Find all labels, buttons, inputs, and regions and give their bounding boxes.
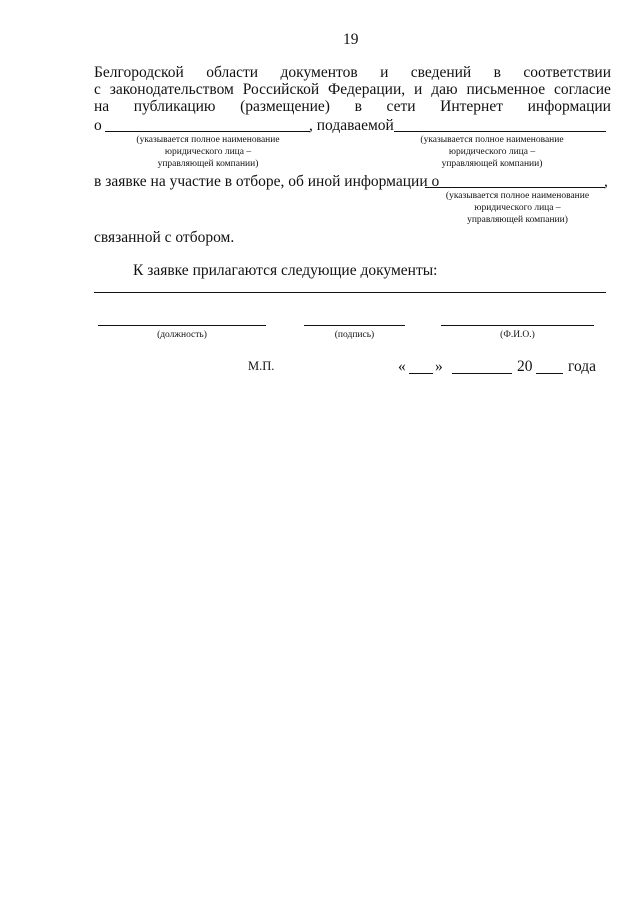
date-century: 20: [517, 358, 533, 375]
position-blank: [98, 325, 266, 326]
hint-bottom-line-3: управляющей компании): [467, 215, 568, 225]
attachments-blank: [94, 292, 606, 293]
word: и: [414, 81, 423, 98]
word: (размещение): [240, 98, 330, 115]
paragraph-line-1: [94, 64, 611, 82]
word: с: [94, 81, 101, 98]
word: сведений: [410, 64, 472, 81]
attachments-text: К заявке прилагаются следующие документы:: [133, 262, 438, 279]
word: информации: [527, 98, 611, 115]
word: письменное: [466, 81, 546, 98]
word: Интернет: [440, 98, 503, 115]
word: и: [380, 64, 389, 81]
word: области: [206, 64, 259, 81]
word: на: [94, 98, 110, 115]
hint-left: [113, 134, 303, 170]
stamp-label: М.П.: [248, 359, 275, 373]
date-close-quote: »: [435, 358, 443, 375]
paragraph-line-3: [94, 98, 611, 116]
word: в: [354, 98, 362, 115]
hint-right: [397, 134, 587, 170]
hint-right-line-3: управляющей компании): [441, 159, 543, 169]
word: документов: [280, 64, 358, 81]
signature-blank: [304, 325, 405, 326]
word: Белгородской: [94, 64, 184, 81]
hint-right-line-1: (указывается полное наименование: [420, 135, 564, 145]
word: соответствии: [523, 64, 611, 81]
hint-bottom: [420, 190, 615, 226]
company-name-blank-1: [105, 131, 310, 132]
hint-left-line-3: управляющей компании): [157, 159, 259, 169]
word: в: [493, 64, 501, 81]
line5-text: в заявке на участие в отборе, об иной информации о: [94, 173, 440, 190]
hint-bottom-line-1: (указывается полное наименование: [445, 191, 590, 201]
word: законодательством: [109, 81, 234, 98]
line4-middle: , подаваемой: [309, 117, 394, 134]
date-year-word: года: [568, 358, 597, 375]
word: даю: [431, 81, 458, 98]
company-name-blank-2: [394, 131, 606, 132]
line4-prefix: о: [94, 117, 102, 134]
date-open-quote: «: [398, 358, 406, 375]
name-blank: [441, 325, 594, 326]
hint-left-line-1: (указывается полное наименование: [136, 135, 280, 145]
month-blank: [452, 373, 512, 374]
position-label: (должность): [157, 330, 207, 340]
word: Российской: [242, 81, 320, 98]
word: согласие: [554, 81, 611, 98]
hint-right-line-2: юридического лица –: [448, 147, 536, 157]
line6-text: связанной с отбором.: [94, 229, 235, 246]
name-label: (Ф.И.О.): [500, 330, 535, 340]
hint-left-line-2: юридического лица –: [164, 147, 252, 157]
day-blank: [409, 373, 433, 374]
signature-label: (подпись): [334, 330, 375, 340]
word: сети: [386, 98, 416, 115]
word: Федерации,: [328, 81, 406, 98]
hint-bottom-line-2: юридического лица –: [474, 203, 561, 213]
word: публикацию: [133, 98, 216, 115]
year-blank: [536, 373, 563, 374]
paragraph-line-2: [94, 81, 611, 99]
line5-suffix: ,: [604, 173, 608, 190]
page-number: 19: [343, 31, 359, 48]
company-name-blank-3: [425, 187, 605, 188]
